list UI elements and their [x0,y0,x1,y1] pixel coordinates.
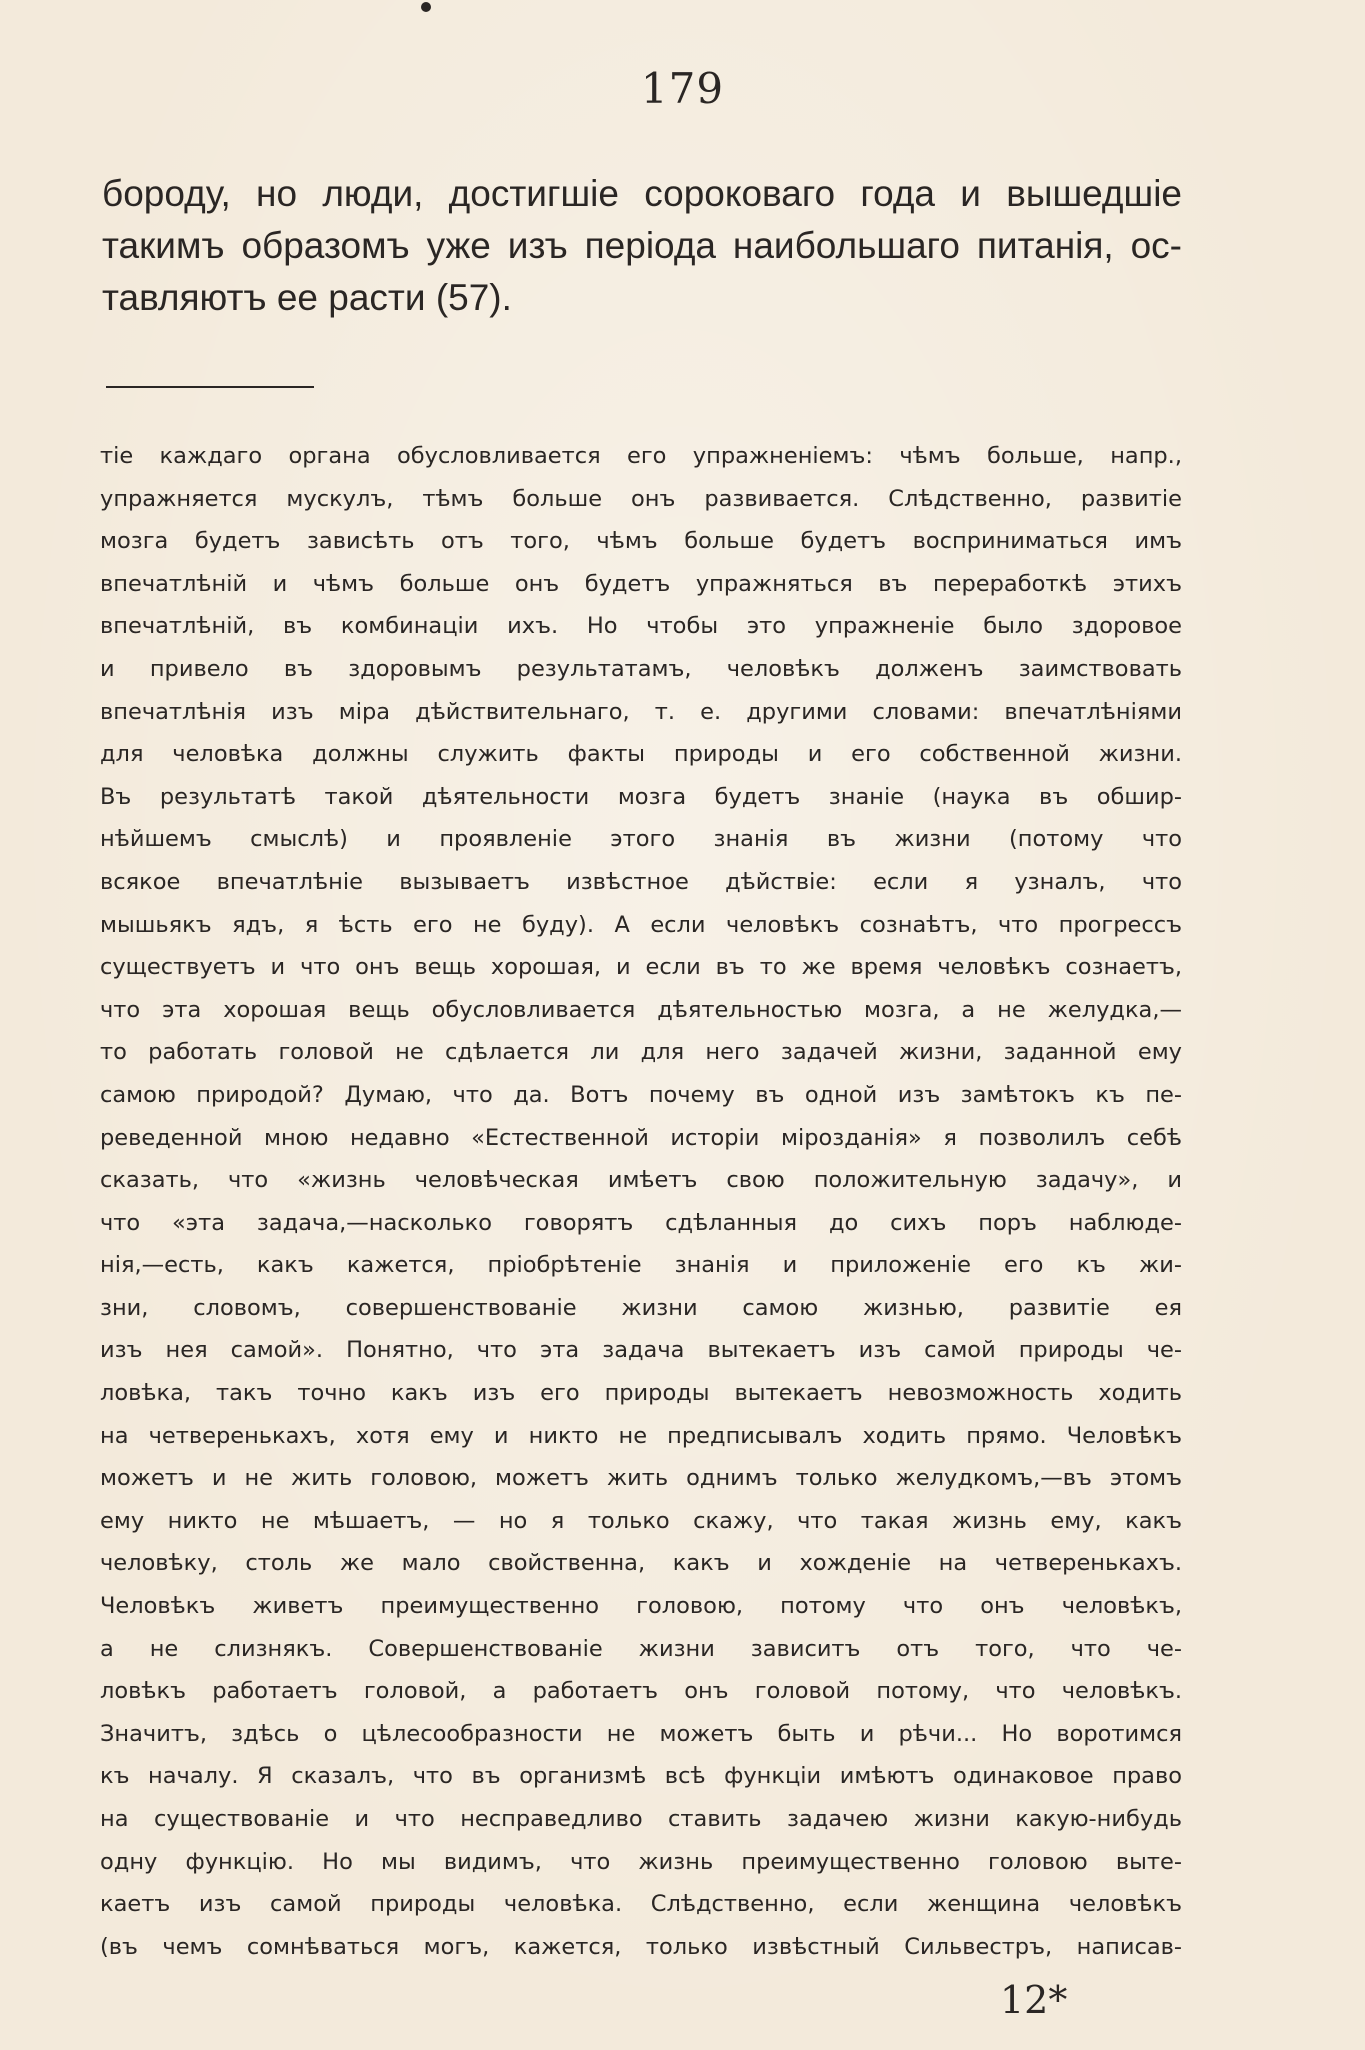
printer-signature-mark: 12* [1000,1978,1068,2022]
footnote-line: на существованіе и что несправедливо ставить задачею жизни какую-нибудь [100,1806,1182,1832]
footnote-line: для человѣка должны служить факты природы и его собственной жизни. [100,741,1182,768]
footnote-text [100,435,1182,1968]
footnote-line: одну функцію. Но мы видимъ, что жизнь преимущественно головою выте- [100,1848,1182,1875]
footnote-line: на четверенькахъ, хотя ему и никто не предписывалъ ходить прямо. Человѣкъ [100,1422,1182,1449]
footnote-line: впечатлѣній и чѣмъ больше онъ будетъ упражняться въ переработкѣ этихъ [100,570,1182,597]
footnote-line: упражняется мускулъ, тѣмъ больше онъ развивается. Слѣдственно, развитіе [100,485,1182,512]
footnote-line: мозга будетъ зависѣть отъ того, чѣмъ больше будетъ восприниматься имъ [100,528,1182,555]
footnote-line: къ началу. Я сказалъ, что въ организмѣ всѣ функціи имѣютъ одинаковое право [100,1763,1182,1790]
footnote-line: то работать головой не сдѣлается ли для него задачей жизни, заданной ему [100,1039,1182,1066]
footnote-line: что эта хорошая вещь обусловливается дѣятельностью мозга, а не желудка,— [100,996,1182,1023]
footnote-line: существуетъ и что онъ вещь хорошая, и если въ то же время человѣкъ сознаетъ, [100,954,1182,981]
footnote-line: что «эта задача,—насколько говорятъ сдѣланныя до сихъ поръ наблюде- [100,1209,1182,1236]
footnote-line: ему никто не мѣшаетъ, — но я только скажу, что такая жизнь ему, какъ [100,1507,1182,1534]
footnote-line: Въ результатѣ такой дѣятельности мозга будетъ знаніе (наука въ обшир- [100,783,1182,810]
footnote-line: впечатлѣній, въ комбинаціи ихъ. Но чтобы это упражненіе было здоровое [100,613,1182,640]
main-text-line: тавляютъ ее расти (57). [102,277,512,318]
footnote-line: ловѣкъ работаетъ головой, а работаетъ онъ головой потому, что человѣкъ. [100,1678,1182,1705]
footnote-line: Значитъ, здѣсь о цѣлесообразности не можетъ быть и рѣчи... Но воротимся [100,1720,1182,1747]
footnote-separator [106,386,314,388]
footnote-line: самою природой? Думаю, что да. Вотъ почему въ одной изъ замѣтокъ къ пе- [100,1081,1182,1108]
footnote-line: можетъ и не жить головою, можетъ жить однимъ только желудкомъ,—въ этомъ [100,1465,1182,1492]
footnote-line: сказать, что «жизнь человѣческая имѣетъ свою положительную задачу», и [100,1167,1182,1194]
footnote-line: а не слизнякъ. Совершенствованіе жизни зависитъ отъ того, что че- [100,1635,1182,1662]
main-text-line: такимъ образомъ уже изъ періода наибольшаго питанія, ос- [102,225,1182,266]
main-text-line: бороду, но люди, достигшіе сороковаго года и вышедшіе [102,173,1182,214]
page-number: 179 [640,64,725,113]
footnote-line: и привело въ здоровымъ результатамъ, человѣкъ долженъ заимствовать [100,655,1182,682]
footnote-line: мышьякъ ядъ, я ѣсть его не буду). А если человѣкъ сознаѣтъ, что прогрессъ [100,911,1182,938]
footnote-line: каетъ изъ самой природы человѣка. Слѣдственно, если женщина человѣкъ [100,1891,1182,1918]
main-text [102,168,1182,324]
footnote-line: впечатлѣнія изъ міра дѣйствительнаго, т. е. другими словами: впечатлѣніями [100,698,1182,725]
footnote-line: Человѣкъ живетъ преимущественно головою, потому что онъ человѣкъ, [100,1593,1182,1620]
footnote-line: (въ чемъ сомнѣваться могъ, кажется, только извѣстный Сильвестръ, написав- [100,1933,1182,1960]
footnote-line: изъ нея самой». Понятно, что эта задача вытекаетъ изъ самой природы че- [100,1337,1182,1364]
footnote-line: зни, словомъ, совершенствованіе жизни самою жизнью, развитіе ея [100,1294,1182,1321]
footnote-line: ловѣка, такъ точно какъ изъ его природы вытекаетъ невозможность ходить [100,1380,1182,1407]
footnote-line: всякое впечатлѣніе вызываетъ извѣстное дѣйствіе: если я узналъ, что [100,868,1182,895]
footnote-line: нѣйшемъ смыслѣ) и проявленіе этого знанія въ жизни (потому что [100,826,1182,853]
footnote-line: нія,—есть, какъ кажется, пріобрѣтеніе знанія и приложеніе его къ жи- [100,1252,1182,1279]
footnote-line: реведенной мною недавно «Естественной исторіи мірозданія» я позволилъ себѣ [100,1124,1182,1151]
footnote-line: человѣку, столь же мало свойственна, какъ и хожденіе на четверенькахъ. [100,1550,1182,1577]
footnote-line: тіе каждаго органа обусловливается его упражненіемъ: чѣмъ больше, напр., [100,443,1182,469]
ink-blot [421,2,431,12]
